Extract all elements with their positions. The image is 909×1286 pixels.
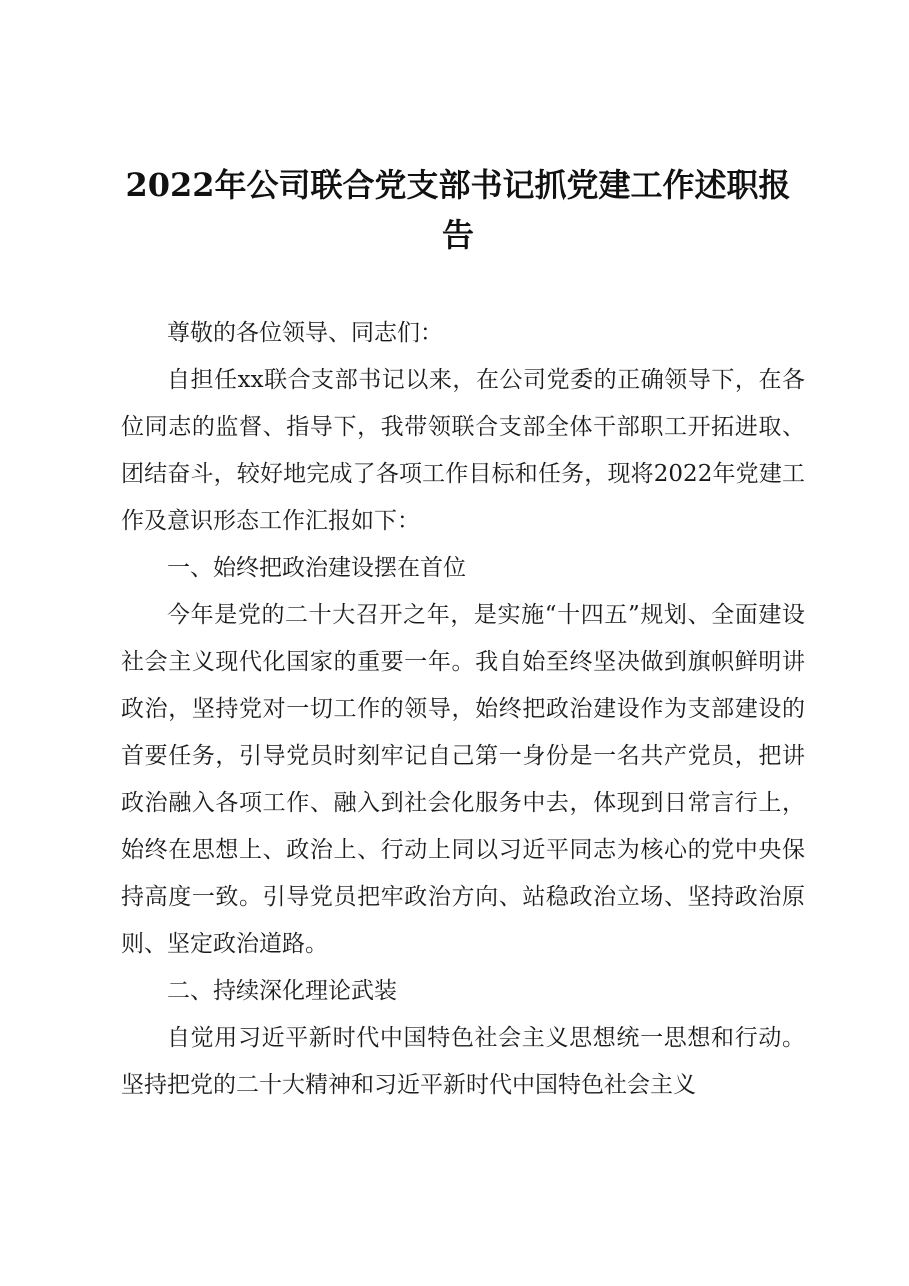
section-1-paragraph: 今年是党的二十大召开之年，是实施“十四五”规划、全面建设社会主义现代化国家的重要一年。我自始至终坚决做到旗帜鲜明讲政治，坚持党对一切工作的领导，始终把政治建设作为支部建设的首要任务，引导党员时刻牢记自己第一身份是一名共产党员，把讲政治融入各项工作、融入到社会化服务中去，体现到日常言行上，始终在思想上、政治上、行动上同以习近平同志为核心的党中央保持高度一致。引导党员把牢政治方向、站稳政治立场、坚持政治原则、坚定政治道路。	[121, 602, 805, 957]
section-2-paragraph: 自觉用习近平新时代中国特色社会主义思想统一思想和行动。坚持把党的二十大精神和习近平新时代中国特色社会主义	[121, 1025, 805, 1098]
salutation-paragraph: 尊敬的各位领导、同志们：	[167, 320, 443, 346]
document-title: 2022年公司联合党支部书记抓党建工作述职报告	[125, 166, 791, 254]
section-heading-2: 二、持续深化理论武装	[167, 978, 397, 1004]
document-body	[121, 310, 805, 1109]
intro-paragraph: 自担任xx联合支部书记以来，在公司党委的正确领导下，在各位同志的监督、指导下，我带领联合支部全体干部职工开拓进取、团结奋斗，较好地完成了各项工作目标和任务，现将2022年党建工作及意识形态工作汇报如下：	[121, 367, 805, 534]
section-heading-1: 一、始终把政治建设摆在首位	[167, 555, 466, 581]
